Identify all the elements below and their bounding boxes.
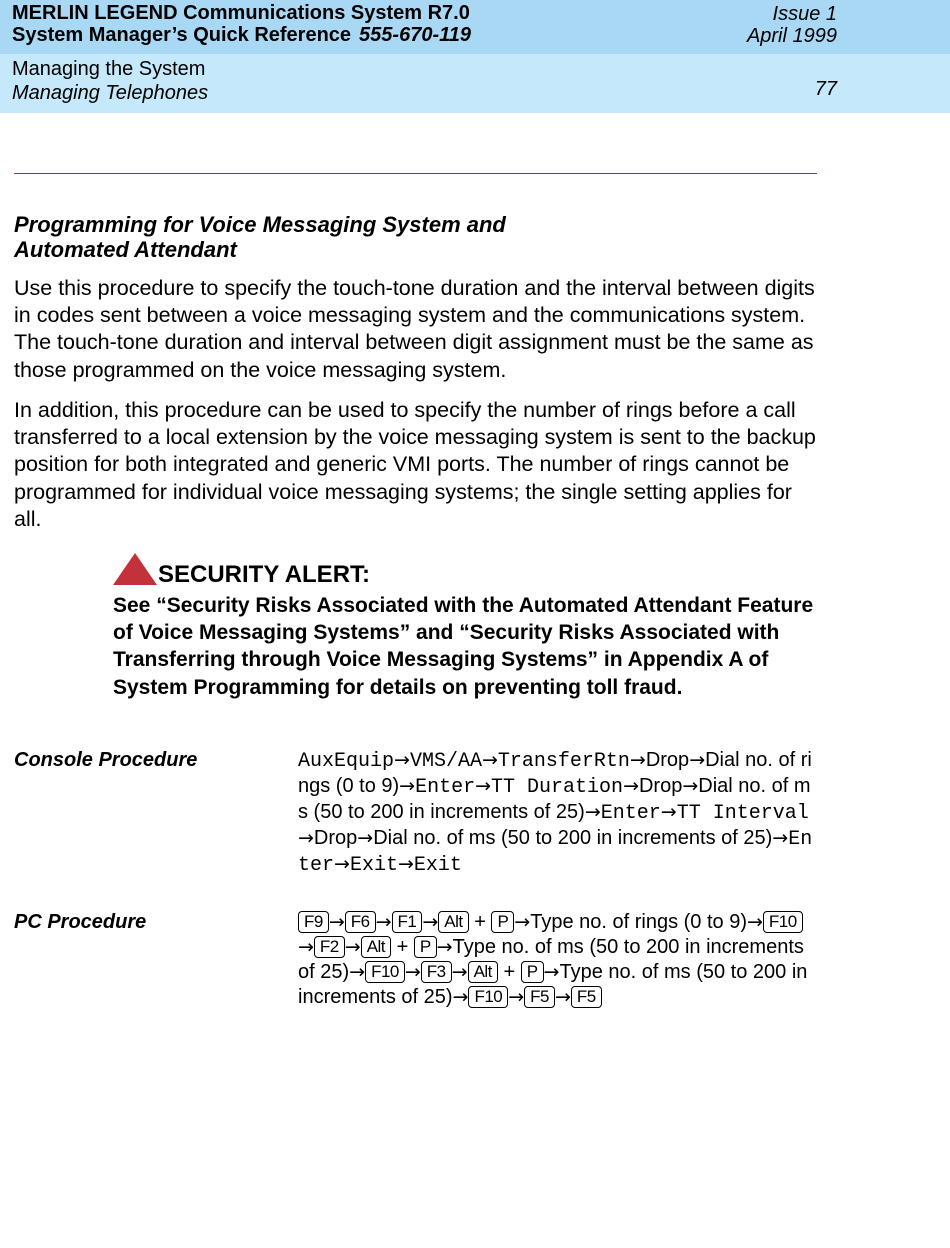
keycap-p: P bbox=[414, 936, 437, 958]
keycap-f1: F1 bbox=[392, 911, 423, 933]
keycap-f10: F10 bbox=[763, 911, 803, 933]
arrow-icon: → bbox=[349, 961, 366, 983]
warning-triangle-icon bbox=[113, 553, 157, 585]
arrow-icon: → bbox=[481, 749, 498, 771]
pc-procedure-steps bbox=[298, 910, 816, 1010]
arrow-icon: → bbox=[298, 827, 314, 849]
plus-sign: + bbox=[391, 936, 414, 958]
arrow-icon: → bbox=[623, 775, 639, 797]
rings-paragraph: In addition, this procedure can be used to specify the number of rings before a call transferred to a local extension by the voice messaging system is sent to the backup position for both integrated and generic VMI ports. The number of rings cannot be programmed for individual voice messaging systems; the single setting applies for all. bbox=[14, 398, 816, 531]
procedure-step: Drop bbox=[638, 775, 683, 797]
keycap-alt: Alt bbox=[468, 961, 498, 983]
procedure-step: Type no. of ms (50 to 200 in increments of 25) bbox=[298, 936, 804, 983]
plus-sign: + bbox=[468, 911, 492, 933]
subsection-title: Managing Telephones bbox=[12, 82, 209, 104]
arrow-icon: → bbox=[629, 749, 646, 771]
arrow-icon: → bbox=[584, 801, 601, 823]
arrow-icon: → bbox=[660, 801, 677, 823]
document-title: MERLIN LEGEND Communications System R7.0 bbox=[12, 2, 470, 24]
reference-line bbox=[12, 24, 471, 46]
menu-option: AuxEquip bbox=[298, 750, 395, 773]
menu-option: Exit bbox=[413, 854, 462, 877]
arrow-icon: → bbox=[422, 911, 439, 933]
procedure-step: Dial no. of rings (0 to 9) bbox=[298, 749, 812, 797]
procedure-step: Dial no. of ms (50 to 200 in increments of 25) bbox=[373, 827, 773, 849]
issue-date: April 1999 bbox=[746, 25, 837, 47]
arrow-icon: → bbox=[689, 749, 706, 771]
arrow-icon: → bbox=[452, 986, 469, 1008]
arrow-icon: → bbox=[682, 775, 699, 797]
arrow-icon: → bbox=[772, 827, 789, 849]
arrow-icon: → bbox=[746, 911, 763, 933]
arrow-icon: → bbox=[543, 961, 560, 983]
menu-option: TT Interval bbox=[676, 802, 809, 825]
doc-number: 555-670-119 bbox=[359, 24, 471, 46]
issue-label: Issue 1 bbox=[772, 3, 837, 25]
menu-option: Enter bbox=[298, 828, 813, 877]
keycap-p: P bbox=[521, 961, 544, 983]
keycap-f5: F5 bbox=[571, 986, 602, 1008]
security-alert-title: SECURITY ALERT: bbox=[158, 561, 371, 588]
arrow-icon: → bbox=[298, 936, 314, 958]
procedure-step: Drop bbox=[645, 749, 690, 771]
arrow-icon: → bbox=[375, 911, 392, 933]
intro-paragraph: Use this procedure to specify the touch-tone duration and the interval between digits in codes sent between a voice messaging system and the communications system. The touch-tone duration and interval between digit assignment must be the same as those programmed on the voice messaging system. bbox=[14, 276, 815, 382]
menu-option: TT Duration bbox=[491, 776, 624, 799]
keycap-alt: Alt bbox=[361, 936, 391, 958]
menu-option: Enter bbox=[600, 802, 661, 825]
arrow-icon: → bbox=[514, 911, 531, 933]
procedure-step: Dial no. of ms (50 to 200 in increments of 25) bbox=[298, 775, 811, 823]
pc-procedure-label: PC Procedure bbox=[14, 911, 147, 933]
arrow-icon: → bbox=[508, 986, 525, 1008]
arrow-icon: → bbox=[475, 775, 492, 797]
keycap-p: P bbox=[491, 911, 514, 933]
arrow-icon: → bbox=[404, 961, 421, 983]
keycap-f5: F5 bbox=[524, 986, 555, 1008]
arrow-icon: → bbox=[451, 961, 468, 983]
plus-sign: + bbox=[497, 961, 521, 983]
arrow-icon: → bbox=[344, 936, 361, 958]
arrow-icon: → bbox=[397, 853, 414, 875]
security-alert-text: See “Security Risks Associated with the Automated Attendant Feature of Voice Messaging Systems” and “Security Risks Associated with Transferring through Voice Messaging Systems” in Appendix A of System Programming for details on preventing toll fraud. bbox=[113, 594, 814, 699]
section-title: Managing the System bbox=[12, 58, 206, 80]
keycap-alt: Alt bbox=[438, 911, 468, 933]
keycap-f10: F10 bbox=[468, 986, 508, 1008]
arrow-icon: → bbox=[357, 827, 374, 849]
keycap-f9: F9 bbox=[298, 911, 329, 933]
arrow-icon: → bbox=[436, 936, 453, 958]
arrow-icon: → bbox=[328, 911, 345, 933]
menu-option: VMS/AA bbox=[409, 750, 482, 773]
keycap-f6: F6 bbox=[345, 911, 376, 933]
procedure-step: Drop bbox=[313, 827, 358, 849]
arrow-icon: → bbox=[334, 853, 350, 875]
arrow-icon: → bbox=[394, 749, 410, 771]
arrow-icon: → bbox=[399, 775, 416, 797]
keycap-f2: F2 bbox=[314, 936, 345, 958]
divider-rule bbox=[14, 173, 817, 174]
console-procedure-steps bbox=[298, 748, 816, 878]
keycap-f3: F3 bbox=[421, 961, 452, 983]
menu-option: TransferRtn bbox=[497, 750, 630, 773]
section-heading: Programming for Voice Messaging System and Automated Attendant bbox=[14, 212, 506, 262]
menu-option: Exit bbox=[349, 854, 398, 877]
page-number: 77 bbox=[814, 78, 837, 100]
console-procedure-label: Console Procedure bbox=[14, 749, 198, 771]
keycap-f10: F10 bbox=[365, 961, 405, 983]
reference-title: System Manager’s Quick Reference bbox=[12, 24, 352, 46]
arrow-icon: → bbox=[555, 986, 571, 1008]
menu-option: Enter bbox=[415, 776, 476, 799]
procedure-step: Type no. of rings (0 to 9) bbox=[530, 911, 747, 933]
procedure-step: Type no. of ms (50 to 200 in increments of 25) bbox=[298, 961, 808, 1008]
